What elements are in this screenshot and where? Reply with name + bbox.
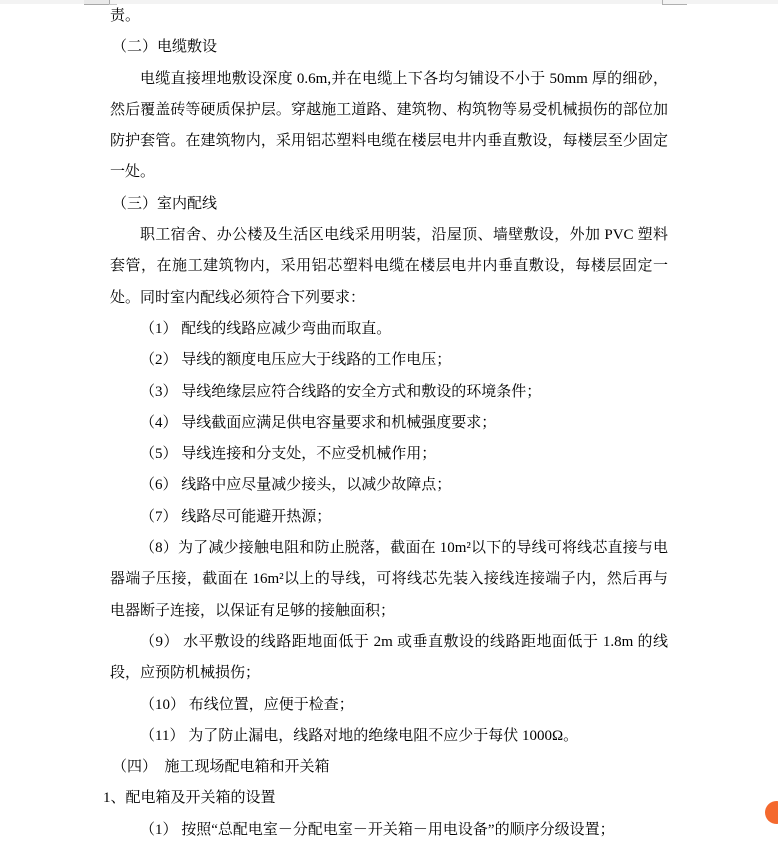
list-item-8[interactable]: （8）为了减少接触电阻和防止脱落，截面在 10m²以下的导线可将线芯直接与电器端子压接，截面在 16m²以上的导线，可将线芯先装入接线连接端子内，然后再与电器断子连接，以保证有足够的接触面积；	[110, 540, 668, 619]
list-item-2[interactable]: （2） 导线的额度电压应大于线路的工作电压；	[140, 352, 452, 369]
list-item-11[interactable]: （11） 为了防止漏电，线路对地的绝缘电阻不应少于每伏 1000Ω。	[140, 727, 579, 744]
list-item-3[interactable]: （3） 导线绝缘层应符合线路的安全方式和敷设的环境条件；	[140, 383, 542, 400]
paragraph-cable-laying[interactable]: 电缆直接埋地敷设深度 0.6m,并在电缆上下各均匀铺设不小于 50mm 厚的细砂，然后覆盖砖等硬质保护层。穿越施工道路、建筑物、构筑物等易受机械损伤的部位加防护套管。在建筑物内，采用铝芯塑料电缆在楼层电井内垂直敷设，每楼层至少固定一处。	[110, 70, 668, 181]
paragraph-continuation[interactable]: 责。	[110, 8, 141, 24]
section-heading-site-boxes[interactable]: （四） 施工现场配电箱和开关箱	[112, 759, 330, 776]
document-text-area[interactable]	[103, 1, 668, 846]
list-item-4[interactable]: （4） 导线截面应满足供电容量要求和机械强度要求；	[140, 414, 497, 431]
list-item-7[interactable]: （7） 线路尽可能避开热源；	[140, 508, 332, 525]
section-heading-cable-laying[interactable]: （二）电缆敷设	[112, 39, 218, 56]
list-item-9[interactable]: （9） 水平敷设的线路距地面低于 2m 或垂直敷设的线路距地面低于 1.8m 的线段，应预防机械损伤；	[110, 633, 668, 682]
paragraph-indoor-wiring[interactable]: 职工宿舍、办公楼及生活区电线采用明装，沿屋顶、墙壁敷设，外加 PVC 塑料套管，在施工建筑物内，采用铝芯塑料电缆在楼层电井内垂直敷设，每楼层固定一处。同时室内配线必须符合下列要求：	[110, 227, 668, 306]
left-margin-tab-mark	[84, 0, 110, 5]
section-heading-indoor-wiring[interactable]: （三）室内配线	[112, 195, 218, 212]
list-item-setup-1[interactable]: （1） 按照“总配电室－分配电室－开关箱－用电设备”的顺序分级设置；	[140, 821, 615, 838]
floating-orange-button[interactable]	[765, 801, 778, 824]
list-item-1[interactable]: （1） 配线的线路应减少弯曲而取直。	[140, 320, 392, 337]
list-item-10[interactable]: （10） 布线位置，应便于检查；	[140, 696, 354, 713]
list-item-6[interactable]: （6） 线路中应尽量减少接头，以减少故障点；	[140, 477, 452, 494]
list-item-5[interactable]: （5） 导线连接和分支处，不应受机械作用；	[140, 446, 437, 463]
subheading-box-setup[interactable]: 1、配电箱及开关箱的设置	[103, 790, 276, 807]
